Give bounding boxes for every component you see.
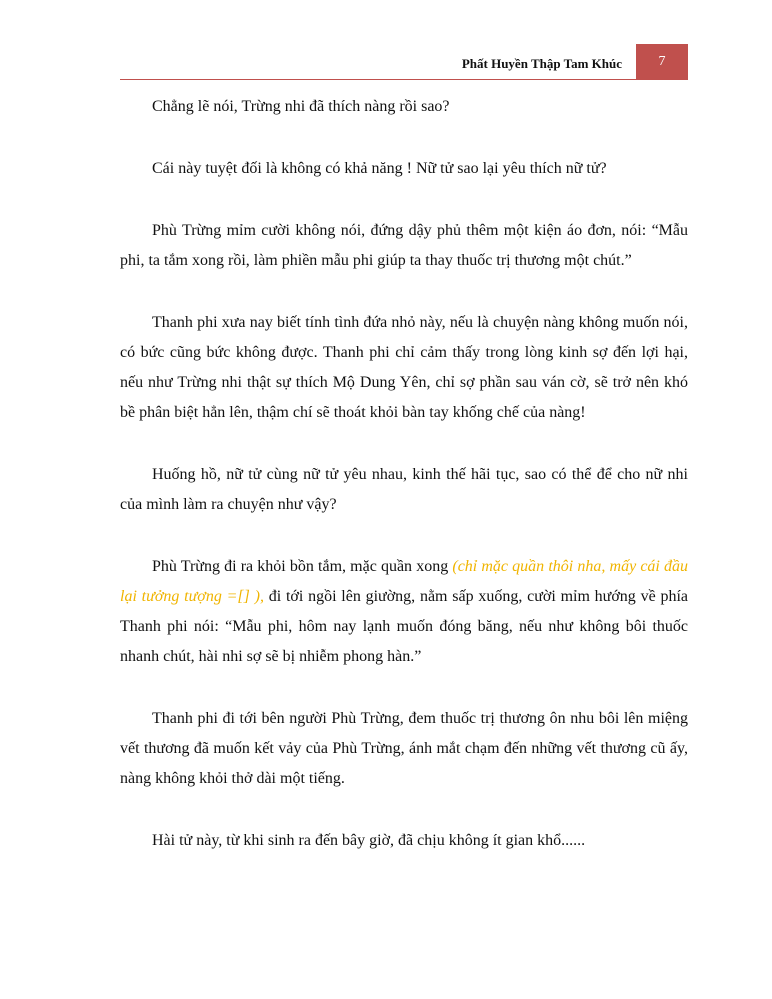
page-header [120, 44, 688, 80]
author-note: (chỉ mặc quần thôi nha, mấy cái đầu lại tưởng tượng =[] ), [120, 558, 689, 605]
paragraph: Cái này tuyệt đối là không có khả năng ! Nữ tử sao lại yêu thích nữ tử? [152, 160, 607, 177]
paragraph: Phù Trừng đi ra khỏi bồn tắm, mặc quần xong (chỉ mặc quần thôi nha, mấy cái đầu lại tưởng tượng =[] ), đi tới ngồi lên giường, nằm sấp xuống, cười mỉm hướng về phía Thanh phi nói: “Mẫu phi, hôm nay lạnh muốn đóng băng, nếu như không bôi thuốc nhanh chút, hài nhi sợ sẽ bị nhiễm phong hàn.” [120, 558, 689, 665]
paragraph: Huống hồ, nữ tử cùng nữ tử yêu nhau, kinh thế hãi tục, sao có thể để cho nữ nhi của mình làm ra chuyện như vậy? [120, 466, 688, 513]
paragraph: Chẳng lẽ nói, Trừng nhi đã thích nàng rồi sao? [152, 98, 450, 115]
paragraph: Thanh phi đi tới bên người Phù Trừng, đem thuốc trị thương ôn nhu bôi lên miệng vết thương đã muốn kết vảy của Phù Trừng, ánh mắt chạm đến những vết thương cũ ấy, nàng không khỏi thở dài một tiếng. [120, 710, 688, 787]
paragraph: Hài tử này, từ khi sinh ra đến bây giờ, đã chịu không ít gian khổ...... [152, 832, 586, 849]
document-body [120, 92, 688, 888]
header-rule [120, 79, 688, 80]
paragraph: Thanh phi xưa nay biết tính tình đứa nhỏ này, nếu là chuyện nàng không muốn nói, có bức cũng bức không được. Thanh phi chỉ cảm thấy trong lòng kinh sợ đến lợi hại, nếu như Trừng nhi thật sự thích Mộ Dung Yên, chỉ sợ phần sau ván cờ, sẽ trở nên khó bề phân biệt hẳn lên, thậm chí sẽ thoát khỏi bàn tay khống chế của nàng! [120, 314, 688, 421]
page-number: 7 [636, 44, 688, 80]
paragraph: Phù Trừng mỉm cười không nói, đứng dậy phủ thêm một kiện áo đơn, nói: “Mẫu phi, ta tắm xong rồi, làm phiền mẫu phi giúp ta thay thuốc trị thương một chút.” [120, 222, 688, 269]
running-title: Phất Huyền Thập Tam Khúc [461, 56, 622, 71]
